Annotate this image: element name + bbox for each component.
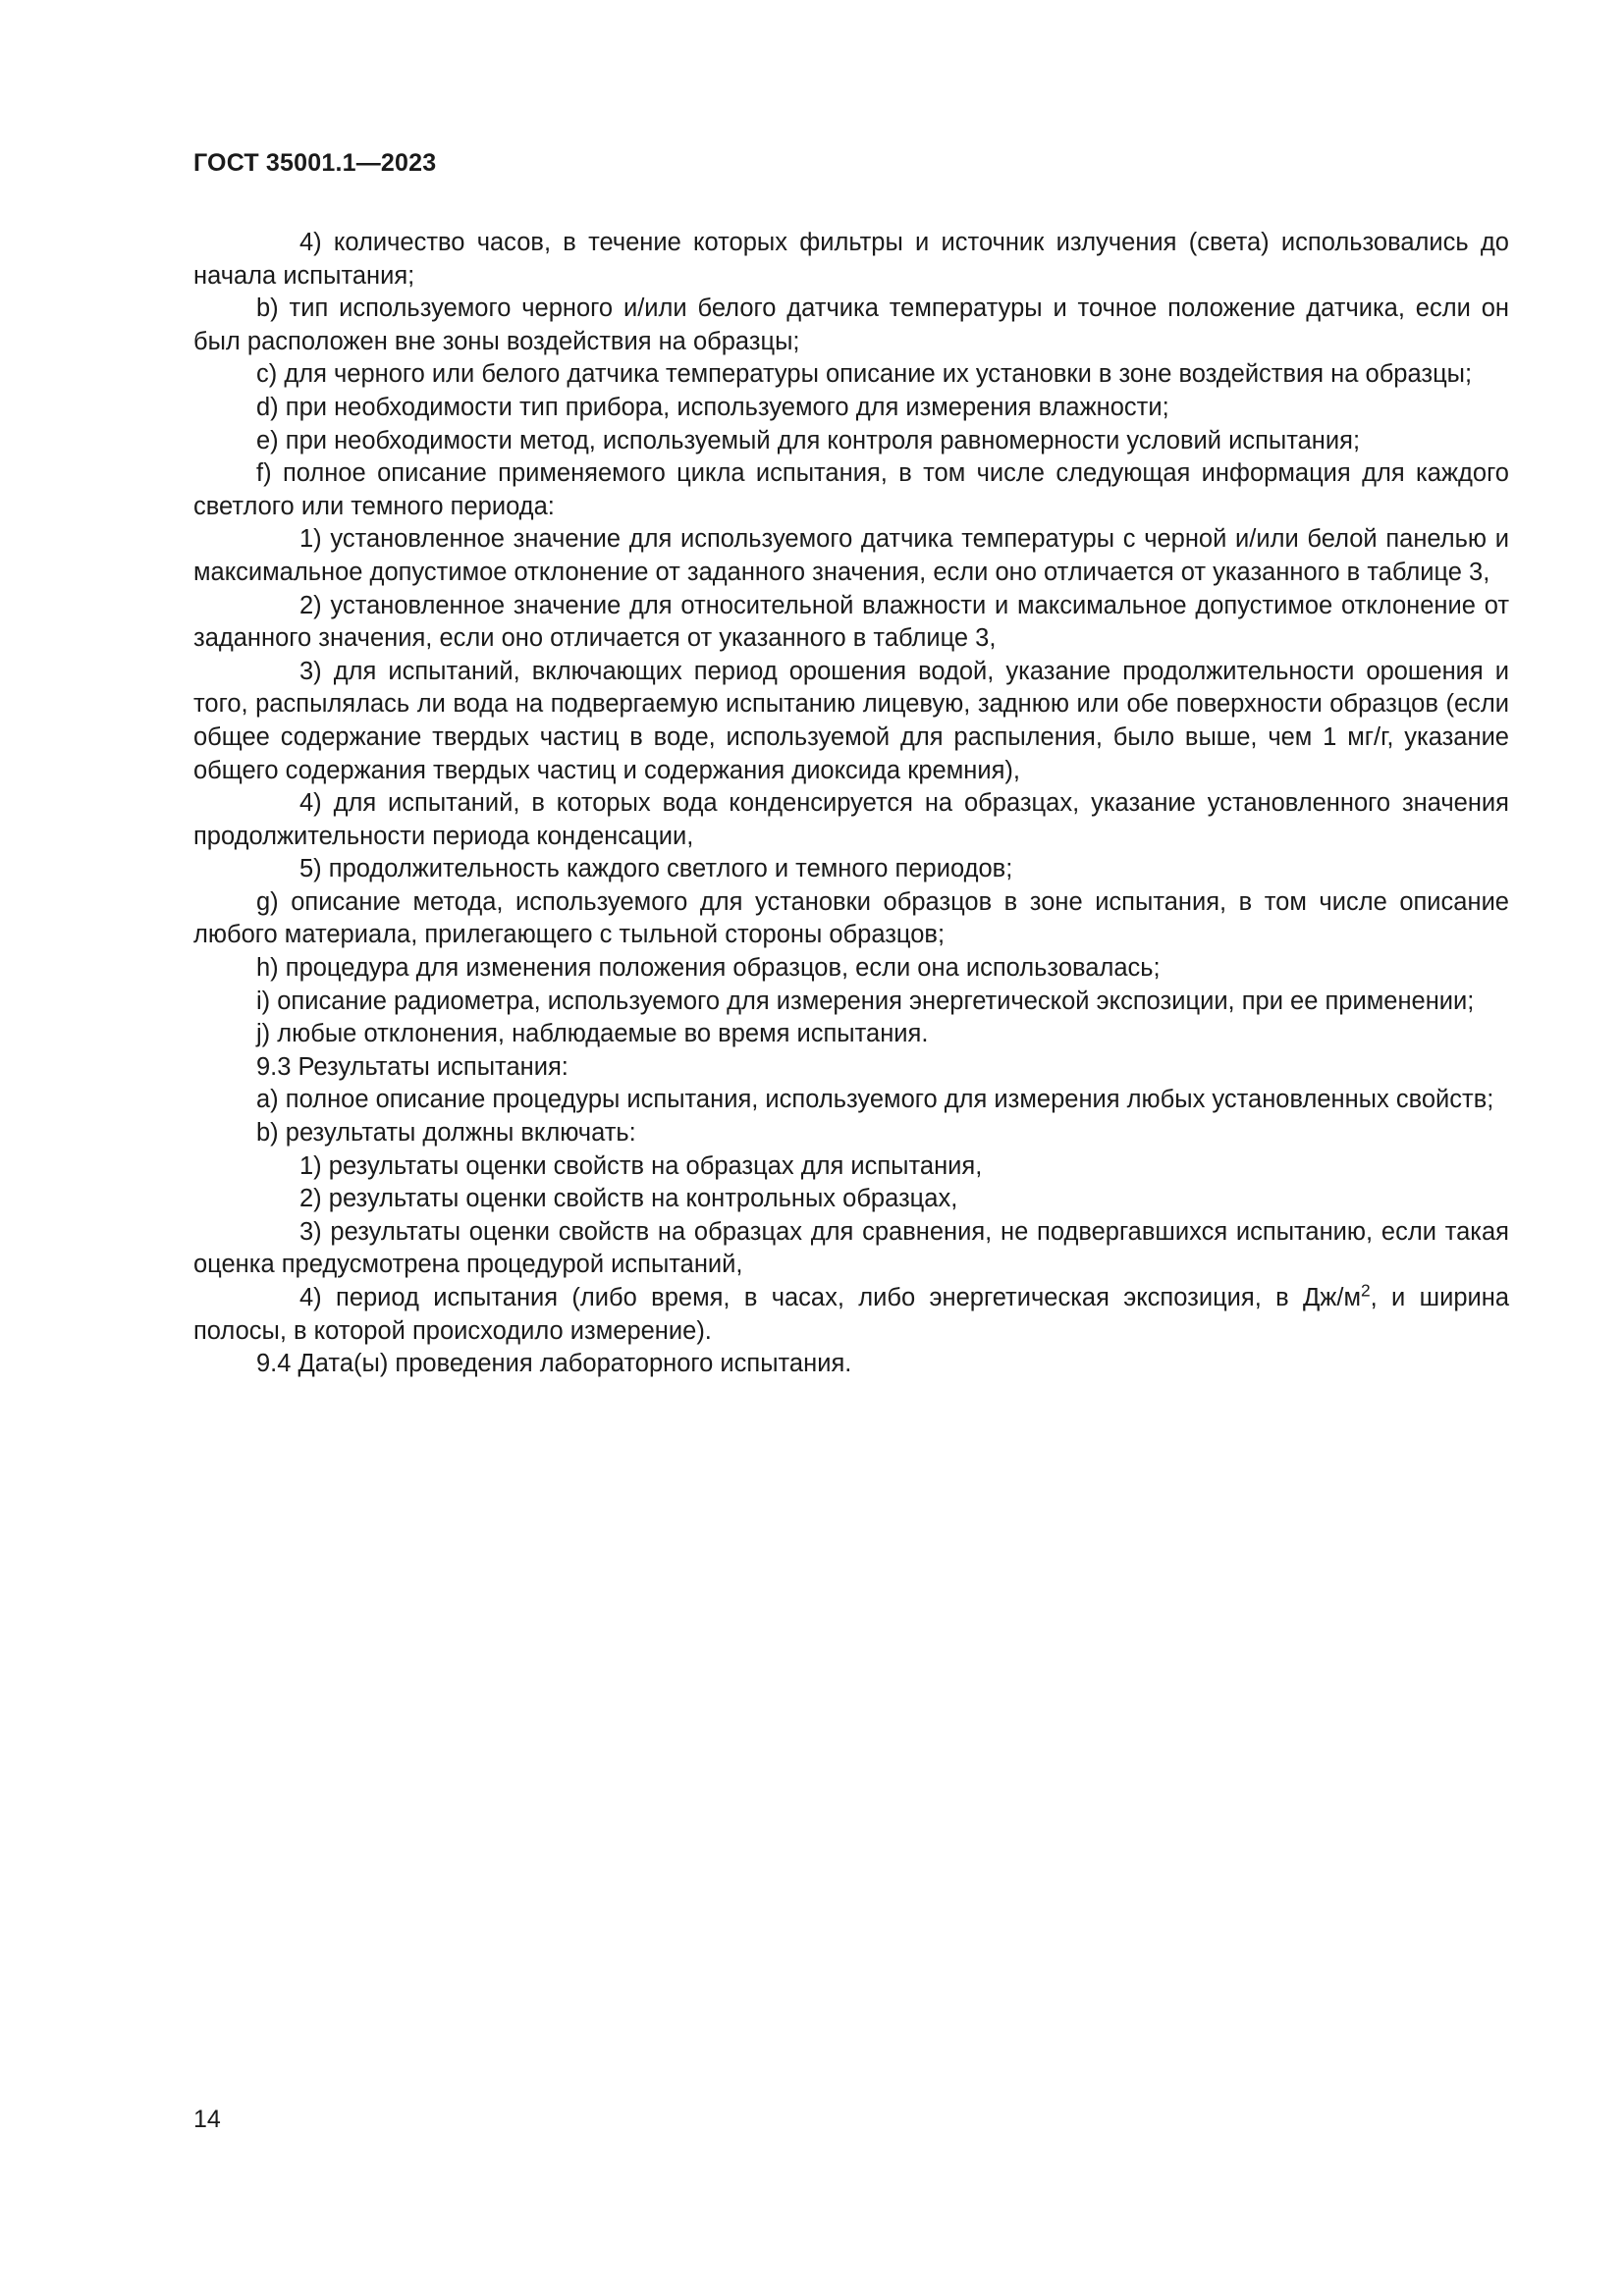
paragraph-subitem-b4-text-start: 4) период испытания (либо время, в часах, либо энергетическая экспозиция, в Дж/м [299, 1284, 1361, 1311]
paragraph-subitem-f1: 1) установленное значение для используемого датчика температуры с черной и/или белой панелью и максимальное допустимое отклонение от заданного значения, если оно отличается от указанного в таблице 3, [193, 525, 1509, 586]
section-heading-9-4: 9.4 Дата(ы) проведения лабораторного испытания. [256, 1350, 852, 1378]
paragraph-subitem-b2: 2) результаты оценки свойств на контрольных образцах, [299, 1185, 958, 1213]
paragraph-item-e: е) при необходимости метод, используемый для контроля равномерности условий испытания; [256, 426, 1361, 454]
paragraph-subitem-b3: 3) результаты оценки свойств на образцах для сравнения, не подвергавшихся испытанию, если такая оценка предусмотрена процедурой испытаний, [193, 1217, 1509, 1279]
superscript-2: 2 [1360, 1280, 1371, 1301]
paragraph-item-j: j) любые отклонения, наблюдаемые во время испытания. [256, 1020, 929, 1048]
paragraph-item-h: h) процедура для изменения положения образцов, если она использовалась; [256, 954, 1161, 983]
paragraph-subitem-b1: 1) результаты оценки свойств на образцах для испытания, [299, 1151, 983, 1180]
paragraph-item-g: g) описание метода, используемого для установки образцов в зоне испытания, в том числе описание любого материала, прилегающего с тыльной стороны образцов; [193, 887, 1509, 949]
document-header: ГОСТ 35001.1—2023 [193, 149, 437, 177]
paragraph-item-b-results: b) результаты должны включать: [256, 1119, 636, 1148]
paragraph-item-i: i) описание радиометра, используемого для измерения энергетической экспозиции, при ее применении; [256, 987, 1475, 1015]
section-heading-9-3: 9.3 Результаты испытания: [256, 1052, 568, 1081]
page-number: 14 [193, 2106, 221, 2133]
paragraph-subitem-f3: 3) для испытаний, включающих период орошения водой, указание продолжительности орошения и того, распылялась ли вода на подвергаемую испытанию лицевую, заднюю или обе поверхности образцов (если общее содержание твердых частиц в воде, используемой для распыления, было выше, чем 1 мг/г, указание общего содержания твердых частиц и содержания диоксида кремния), [193, 657, 1509, 784]
paragraph-item-a: а) полное описание процедуры испытания, используемого для измерения любых установленных свойств; [256, 1086, 1494, 1114]
paragraph-item-b: b) тип используемого черного и/или белого датчика температуры и точное положение датчика, если он был расположен вне зоны воздействия на образцы; [193, 294, 1509, 355]
paragraph-item-4: 4) количество часов, в течение которых фильтры и источник излучения (света) использовались до начала испытания; [193, 229, 1509, 290]
document-body [193, 227, 1509, 1381]
paragraph-subitem-f5: 5) продолжительность каждого светлого и темного периодов; [299, 855, 1013, 883]
paragraph-subitem-b4 [193, 1282, 1509, 1348]
paragraph-subitem-f4: 4) для испытаний, в которых вода конденсируется на образцах, указание установленного значения продолжительности периода конденсации, [193, 789, 1509, 850]
paragraph-subitem-f2: 2) установленное значение для относительной влажности и максимальное допустимое отклонение от заданного значения, если оно отличается от указанного в таблице 3, [193, 591, 1509, 653]
paragraph-item-d: d) при необходимости тип прибора, используемого для измерения влажности; [256, 393, 1169, 421]
paragraph-item-c: с) для черного или белого датчика температуры описание их установки в зоне воздействия на образцы; [256, 360, 1473, 389]
paragraph-subitem-b4-text-end: , и ширина полосы, в которой происходило измерение). [193, 1284, 1510, 1345]
paragraph-item-f: f) полное описание применяемого цикла испытания, в том числе следующая информация для каждого светлого или темного периода: [193, 459, 1509, 520]
